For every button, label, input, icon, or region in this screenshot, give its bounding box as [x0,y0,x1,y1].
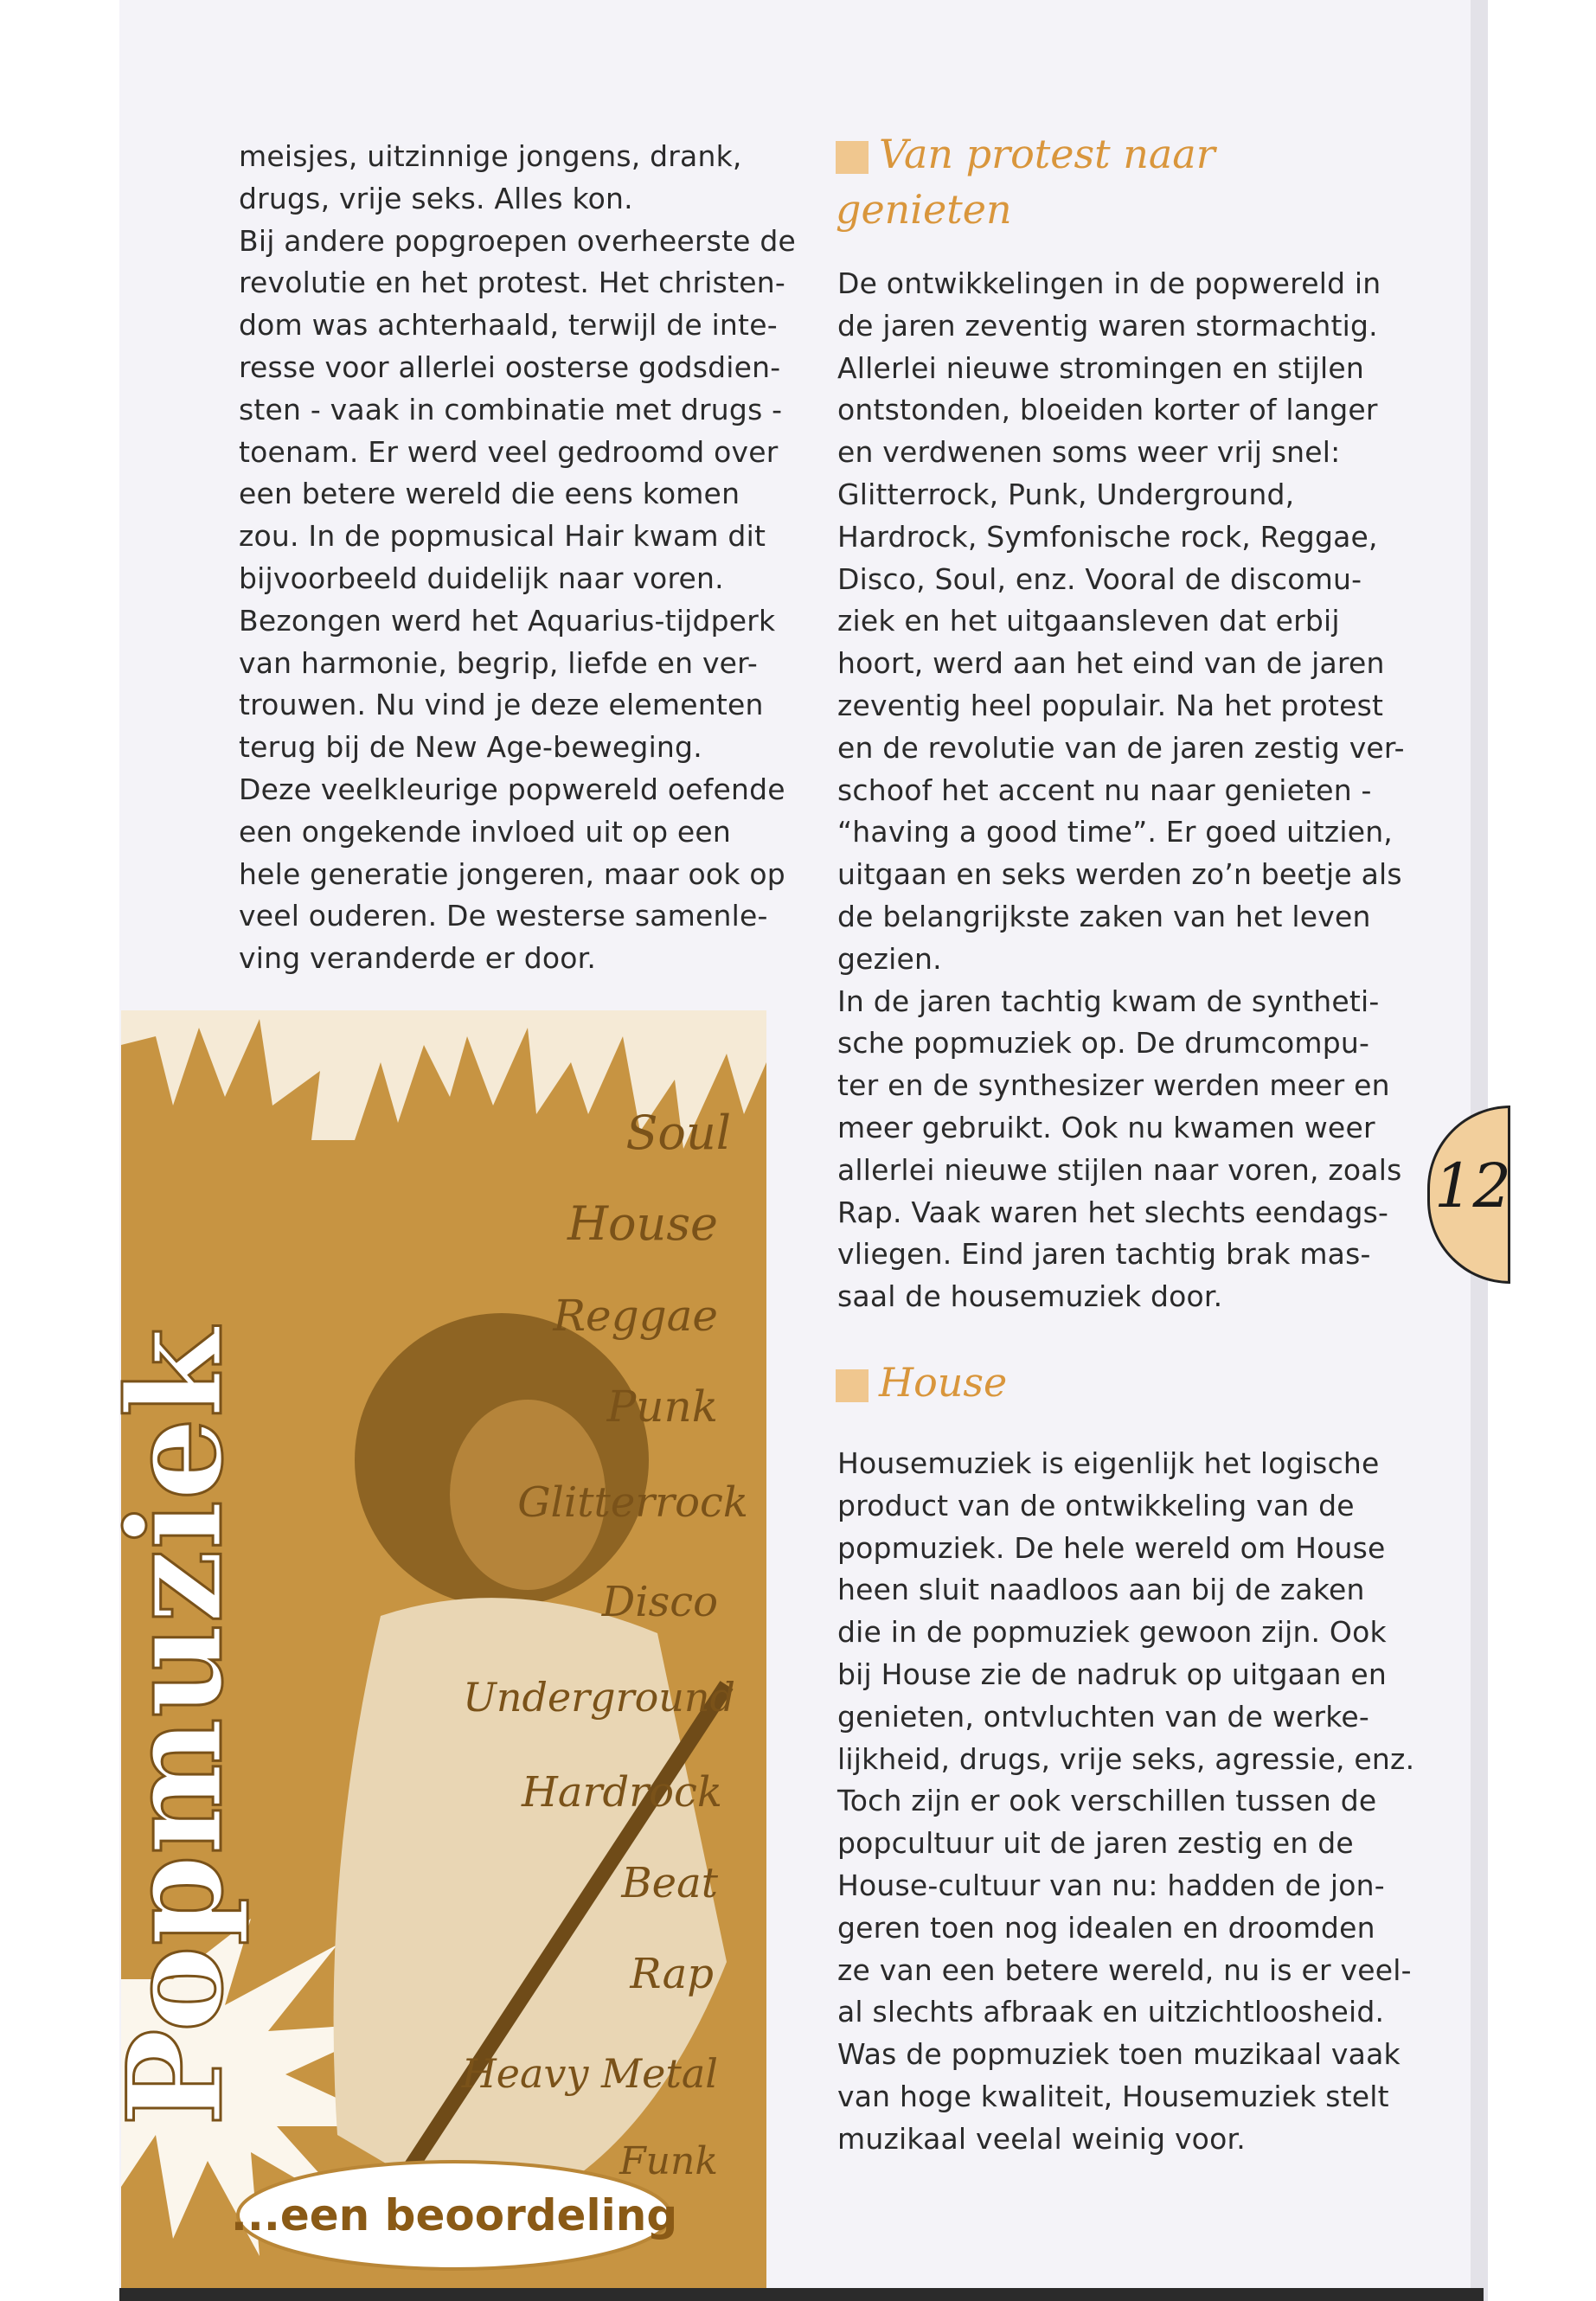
genre-reggae: Reggae [553,1291,718,1341]
section1-line: Rap. Vaak waren het slechts eendags- [837,1195,1389,1229]
section2-line: muzikaal veelal weinig voor. [837,2121,1246,2156]
left-line: zou. In de popmusical Hair kwam dit [239,519,766,554]
left-line: Bezongen werd het Aquarius-tijdperk [239,603,776,638]
section2-line: popmuziek. De hele wereld om House [837,1530,1386,1565]
left-line: resse voor allerlei oosterse godsdien- [239,349,781,384]
section2-line: heen sluit naadloos aan bij de zaken [837,1573,1365,1607]
popmuziek-vertical-title: Popmuziek [99,1328,252,2126]
left-line: dom was achterhaald, terwijl de inte- [239,308,778,343]
section1-line: allerlei nieuwe stijlen naar voren, zoals [837,1152,1402,1187]
heading-line-2: genieten [836,186,1012,233]
section1-line: de belangrijkste zaken van het leven [837,899,1371,933]
left-line: trouwen. Nu vind je deze elementen [239,688,764,722]
section1-line: ziek en het uitgaansleven dat erbij [837,604,1340,638]
section1-line: zeventig heel populair. Na het protest [837,688,1384,722]
left-line: terug bij de New Age-beweging. [239,730,702,765]
left-line: een betere wereld die eens komen [239,477,740,511]
section-heading-van-protest [836,126,1215,237]
section2-line: House-cultuur van nu: hadden de jon- [837,1868,1385,1902]
section-heading-house [836,1355,1007,1410]
genre-heavy-metal: Heavy Metal [461,2050,718,2097]
section1-line: en de revolutie van de jaren zestig ver- [837,730,1405,765]
bottom-border [119,2288,1484,2301]
section1-line: Allerlei nieuwe stromingen en stijlen [837,350,1365,385]
section1-line: schoof het accent nu naar genieten - [837,772,1372,807]
section1-line: de jaren zeventig waren stormachtig. [837,308,1378,343]
genre-rap: Rap [630,1950,714,1998]
section1-line: uitgaan en seks werden zo’n beetje als [837,857,1402,892]
section2-line: Was de popmuziek toen muzikaal vaak [837,2037,1401,2072]
section2-line: ze van een betere wereld, nu is er veel- [837,1952,1412,1987]
left-line: meisjes, uitzinnige jongens, drank, [239,139,742,173]
left-line: ving veranderde er door. [239,941,597,976]
genre-punk: Punk [606,1381,718,1432]
section2-line: lijkheid, drugs, vrije seks, agressie, enz. [837,1741,1415,1776]
section1-line: De ontwikkelingen in de popwereld in [837,266,1381,300]
section2-line: van hoge kwaliteit, Housemuziek stelt [837,2079,1389,2113]
left-line: een ongekende invloed uit op een [239,814,732,849]
poster-artwork [99,1010,766,2288]
section2-text [837,1443,1414,2161]
section2-line: Housemuziek is eigenlijk het logische [837,1446,1380,1480]
section1-line: vliegen. Eind jaren tachtig brak mas- [837,1237,1371,1272]
genre-beat: Beat [621,1859,718,1907]
section1-line: Hardrock, Symfonische rock, Reggae, [837,519,1378,554]
left-line: Deze veelkleurige popwereld oefende [239,772,785,806]
left-line: van harmonie, begrip, liefde en ver- [239,645,758,680]
left-line: sten - vaak in combinatie met drugs - [239,392,783,426]
section1-line: en verdwenen soms weer vrij snel: [837,435,1341,470]
section2-line: product van de ontwikkeling van de [837,1488,1355,1522]
genre-soul: Soul [625,1106,731,1160]
heading-house-label: House [879,1359,1008,1406]
section1-line: gezien. [837,941,942,976]
page-number: 12 [1434,1150,1512,1221]
section1-line: Disco, Soul, enz. Vooral de discomu- [837,561,1362,596]
genre-funk: Funk [619,2139,718,2183]
heading-line-1: Van protest naar [879,131,1215,177]
popmuziek-poster [99,1010,766,2288]
genre-hardrock: Hardrock [522,1768,722,1817]
left-column-text [239,136,796,980]
genre-house: House [567,1196,718,1251]
section1-text [837,263,1405,1318]
left-line: veel ouderen. De westerse samenle- [239,899,768,933]
section1-line: In de jaren tachtig kwam de syntheti- [837,984,1380,1018]
section2-line: bij House zie de nadruk op uitgaan en [837,1657,1387,1691]
section2-line: geren toen nog idealen en droomden [837,1910,1375,1945]
left-line: drugs, vrije seks. Alles kon. [239,181,633,215]
section2-line: genieten, ontvluchten van de werke- [837,1699,1370,1734]
section1-line: sche popmuziek op. De drumcompu- [837,1026,1370,1061]
genre-disco: Disco [601,1578,718,1626]
section1-line: ter en de synthesizer werden meer en [837,1068,1390,1103]
heading-square-icon [836,1369,869,1402]
heading-square-icon [836,141,869,174]
section1-line: “having a good time”. Er goed uitzien, [837,815,1393,849]
left-line: bijvoorbeeld duidelijk naar voren. [239,561,724,595]
left-line: toenam. Er werd veel gedroomd over [239,434,779,469]
left-line: revolutie en het protest. Het christen- [239,266,785,300]
section2-line: die in de popmuziek gewoon zijn. Ook [837,1615,1387,1650]
left-line: hele generatie jongeren, maar ook op [239,856,785,891]
section2-line: popcultuur uit de jaren zestig en de [837,1826,1354,1861]
section1-line: Glitterrock, Punk, Underground, [837,477,1295,511]
section1-line: meer gebruikt. Ook nu kwamen weer [837,1110,1375,1144]
genre-glitterrock: Glitterrock [517,1478,748,1527]
section2-line: al slechts afbraak en uitzichtloosheid. [837,1995,1385,2029]
section2-line: Toch zijn er ook verschillen tussen de [837,1784,1377,1818]
section1-line: saal de housemuziek door. [837,1279,1223,1314]
genre-underground: Underground [463,1674,735,1721]
section1-line: hoort, werd aan het eind van de jaren [837,646,1385,681]
left-line: Bij andere popgroepen overheerste de [239,223,796,258]
poster-subtitle: ...een beoordeling [230,2190,678,2240]
section1-line: ontstonden, bloeiden korter of langer [837,393,1378,427]
